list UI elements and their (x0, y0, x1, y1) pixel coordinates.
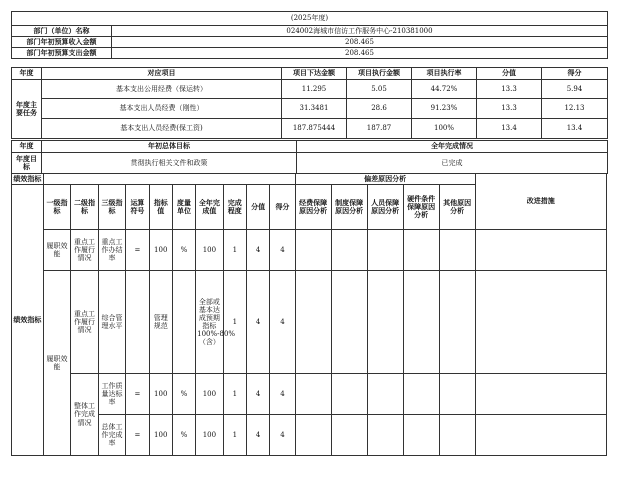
cell-op: = (126, 415, 149, 456)
budget-item: 基本支出人员经费（刚性） (42, 99, 282, 119)
h-target: 指标值 (149, 185, 172, 230)
cell-degree: 1 (223, 271, 246, 374)
cell-target: 100 (149, 415, 172, 456)
budget-table (11, 67, 608, 139)
cell-unit: % (172, 230, 195, 271)
cell-l2: 重点工作履行情况 (71, 230, 99, 271)
cell-l1: 履职效能 (43, 230, 71, 271)
table-row (12, 415, 607, 456)
cell-actual: 100 (196, 230, 224, 271)
table-row (12, 271, 607, 374)
cell-l2: 重点工作履行情况 (71, 271, 99, 374)
budget-side-label: 年度主要任务 (12, 80, 42, 139)
table-row (12, 80, 608, 99)
expense-value: 208.465 (112, 48, 608, 59)
table-row (12, 119, 608, 139)
cell-l3: 重点工作办结率 (98, 230, 126, 271)
col-score-value: 分值 (477, 68, 542, 80)
h-unit: 度量单位 (172, 185, 195, 230)
budget-executed: 5.05 (347, 80, 412, 99)
h-dev-staff: 人员保障原因分析 (367, 185, 403, 230)
income-value: 208.465 (112, 37, 608, 48)
budget-rate: 100% (412, 119, 477, 139)
cell-l3: 工作质量达标率 (98, 374, 126, 415)
initial-goal-header: 年初总体目标 (42, 141, 297, 153)
cell-l1: 履职效能 (43, 271, 71, 456)
budget-score: 12.13 (542, 99, 608, 119)
cell-score: 4 (270, 230, 295, 271)
cell-op: = (126, 374, 149, 415)
cell-l2: 整体工作完成情况 (71, 374, 99, 456)
goals-year-label: 年度 (12, 141, 42, 153)
cell-target: 100 (149, 230, 172, 271)
cell-actual: 100 (196, 415, 224, 456)
budget-value: 13.4 (477, 119, 542, 139)
perf-table (11, 173, 607, 456)
improve-header: 改进措施 (475, 174, 606, 230)
initial-goal-text: 贯彻执行相关文件和政策 (42, 153, 297, 174)
h-dev-hardware: 硬件条件保障原因分析 (403, 185, 439, 230)
h-level2: 二级指标 (71, 185, 99, 230)
budget-year-label: 年度 (12, 68, 42, 80)
col-rate: 项目执行率 (412, 68, 477, 80)
cell-score: 4 (270, 271, 295, 374)
budget-executed: 187.87 (347, 119, 412, 139)
cell-degree: 1 (223, 230, 246, 271)
cell-target: 管理规范 (149, 271, 172, 374)
perf-side-label: 绩效指标 (12, 185, 44, 456)
completion-header: 全年完成情况 (297, 141, 608, 153)
cell-value: 4 (246, 271, 269, 374)
cell-value: 4 (246, 230, 269, 271)
cell-unit (172, 271, 195, 374)
col-item: 对应项目 (42, 68, 282, 80)
goals-side-label: 年度目标 (12, 153, 42, 174)
h-dev-funding: 经费保障原因分析 (295, 185, 331, 230)
table-row (12, 374, 607, 415)
completion-text: 已完成 (297, 153, 608, 174)
h-actual: 全年完成值 (196, 185, 224, 230)
h-dev-system: 制度保障原因分析 (331, 185, 367, 230)
budget-rate: 44.72% (412, 80, 477, 99)
cell-actual: 100 (196, 374, 224, 415)
budget-issued: 11.295 (282, 80, 347, 99)
budget-score: 5.94 (542, 80, 608, 99)
col-executed: 项目执行金额 (347, 68, 412, 80)
budget-score: 13.4 (542, 119, 608, 139)
cell-op: = (126, 230, 149, 271)
budget-item: 基本支出人员经费(保工资) (42, 119, 282, 139)
cell-op (126, 271, 149, 374)
deviation-header: 偏差原因分析 (295, 174, 475, 185)
cell-target: 100 (149, 374, 172, 415)
budget-executed: 28.6 (347, 99, 412, 119)
cell-actual: 全部或基本达成预期指标100%-80%（含） (196, 271, 224, 374)
cell-unit: % (172, 415, 195, 456)
h-dev-other: 其他原因分析 (439, 185, 475, 230)
h-value: 分值 (246, 185, 269, 230)
cell-value: 4 (246, 415, 269, 456)
budget-value: 13.3 (477, 99, 542, 119)
cell-l3: 综合管理水平 (98, 271, 126, 374)
cell-degree: 1 (223, 374, 246, 415)
col-issued: 项目下达金额 (282, 68, 347, 80)
dept-value: 024002海城市信访工作服务中心-210381000 (112, 26, 608, 37)
h-level3: 三级指标 (98, 185, 126, 230)
h-operator: 运算符号 (126, 185, 149, 230)
h-degree: 完成程度 (223, 185, 246, 230)
cell-value: 4 (246, 374, 269, 415)
budget-issued: 31.3481 (282, 99, 347, 119)
goals-table (11, 140, 608, 174)
budget-rate: 91.23% (412, 99, 477, 119)
cell-score: 4 (270, 374, 295, 415)
h-score: 得分 (270, 185, 295, 230)
expense-label: 部门年初预算支出金额 (12, 48, 112, 59)
cell-score: 4 (270, 415, 295, 456)
budget-item: 基本支出公用经费（保运转） (42, 80, 282, 99)
h-level1: 一级指标 (43, 185, 71, 230)
table-row (12, 230, 607, 271)
income-label: 部门年初预算收入金额 (12, 37, 112, 48)
cell-unit: % (172, 374, 195, 415)
cell-l3: 总体工作完成率 (98, 415, 126, 456)
budget-issued: 187.875444 (282, 119, 347, 139)
header-table (11, 11, 608, 59)
dept-label: 部门（单位）名称 (12, 26, 112, 37)
col-score: 得分 (542, 68, 608, 80)
year-title: (2025年度) (12, 12, 608, 26)
table-row (12, 99, 608, 119)
perf-top-label: 绩效指标 (13, 173, 42, 183)
cell-degree: 1 (223, 415, 246, 456)
budget-value: 13.3 (477, 80, 542, 99)
